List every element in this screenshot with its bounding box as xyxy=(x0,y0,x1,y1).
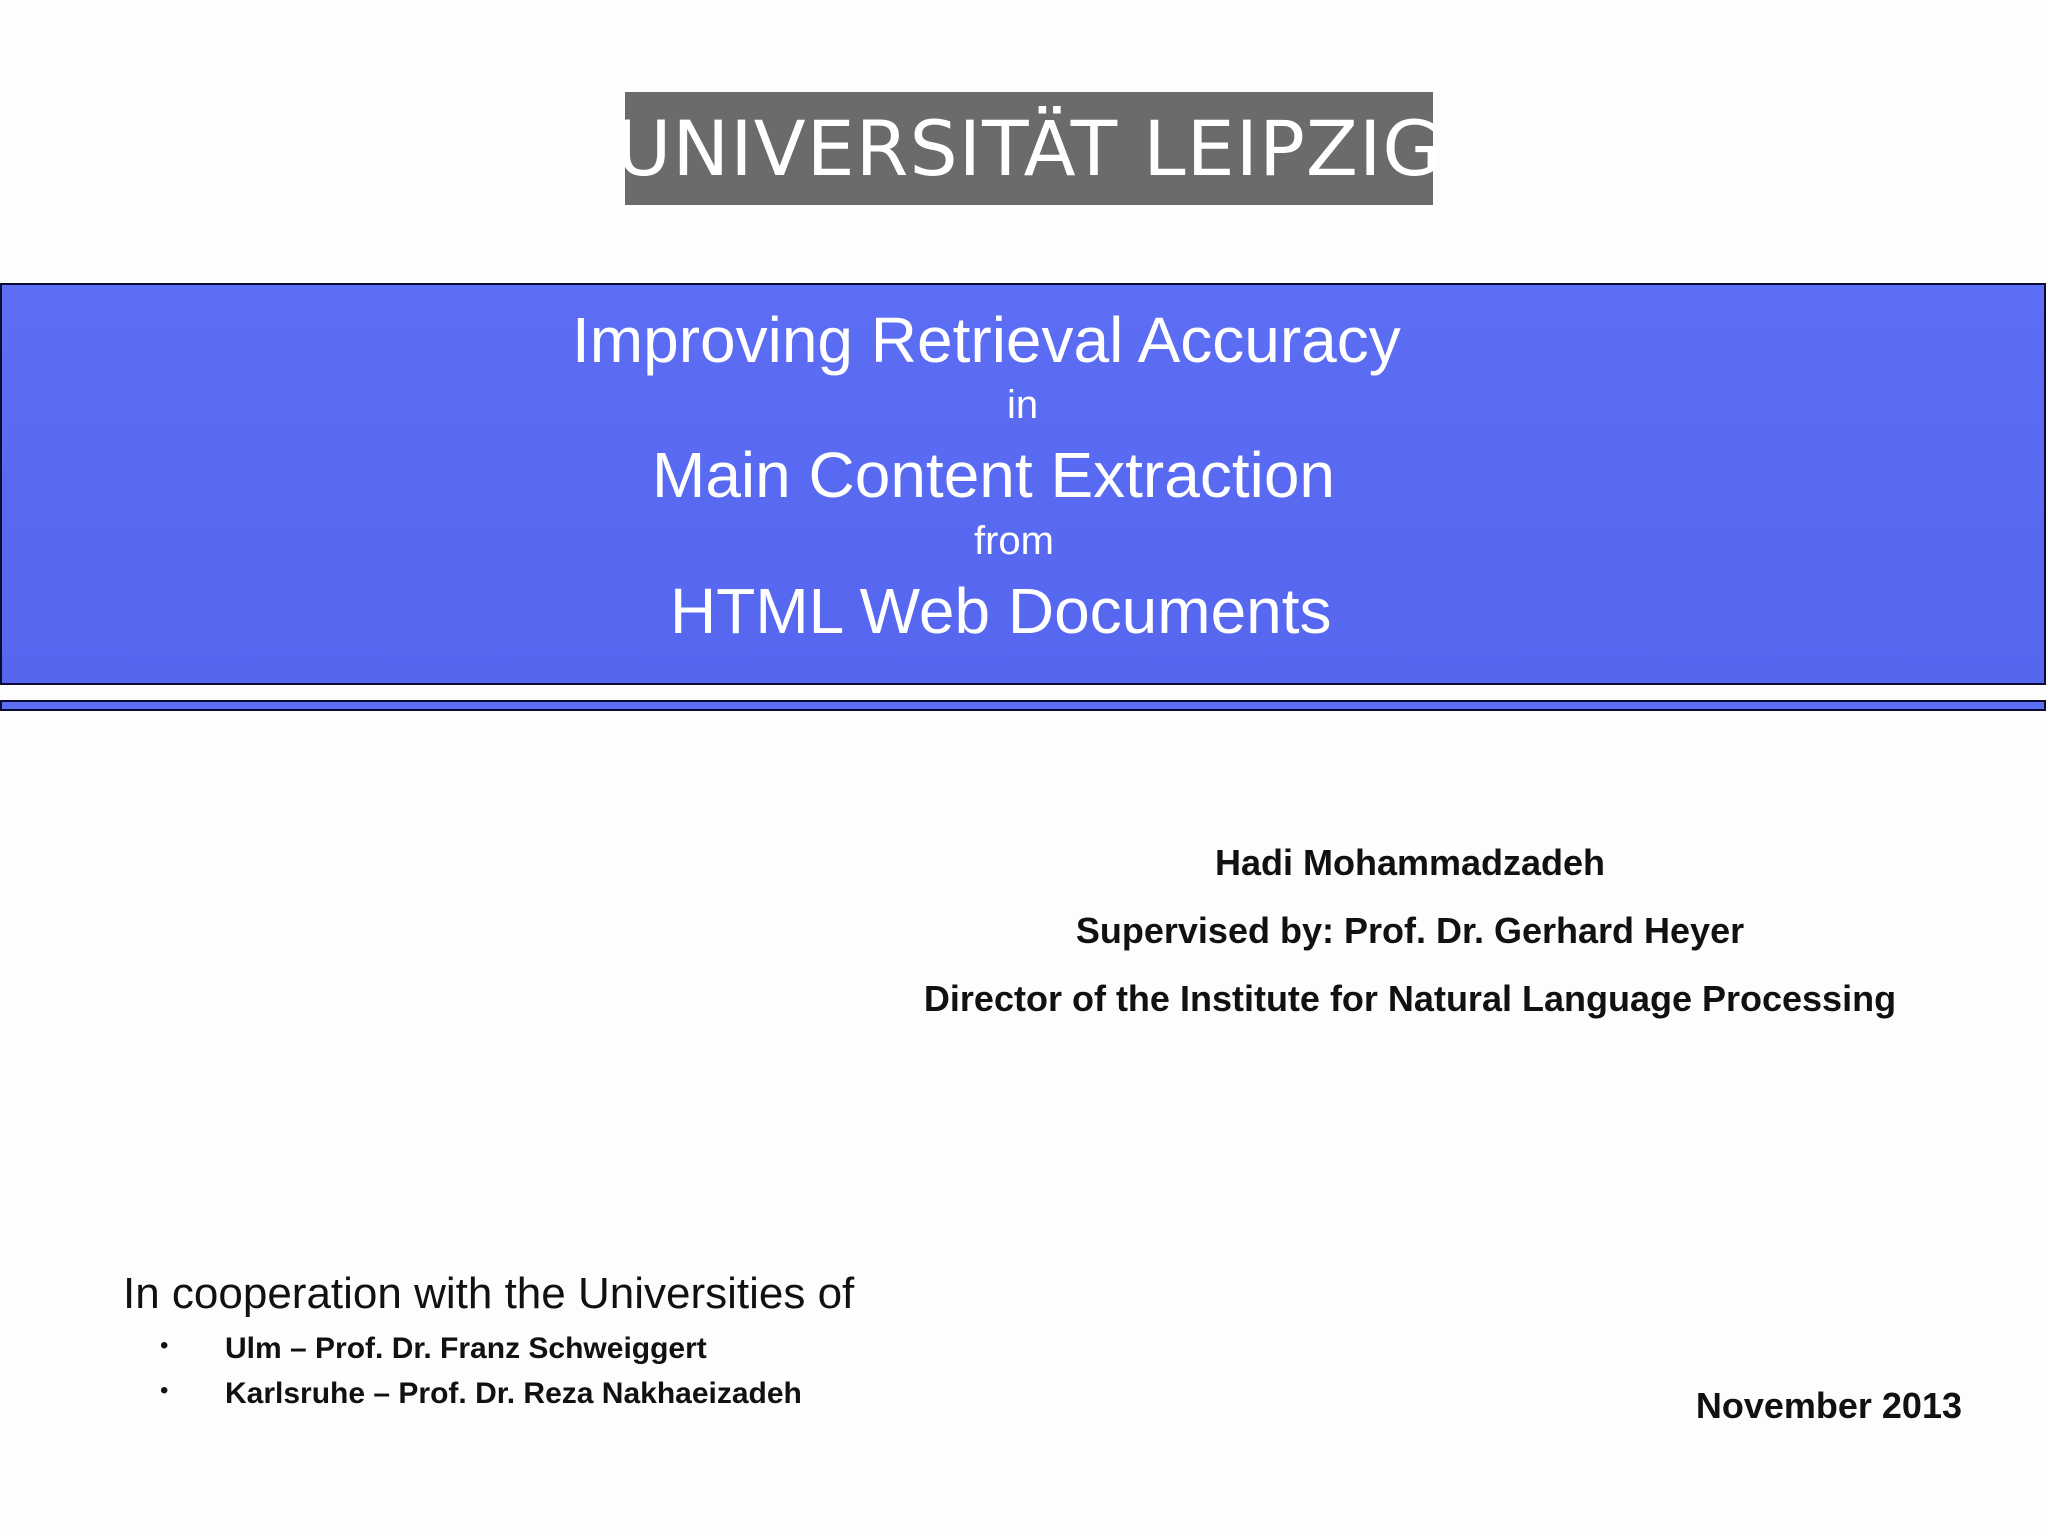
author-name: Hadi Mohammadzadeh xyxy=(1214,842,1606,883)
supervisor-line: Supervised by: Prof. Dr. Gerhard Heyer xyxy=(1075,910,1745,951)
cooperation-item-text: Karlsruhe – Prof. Dr. Reza Nakhaeizadeh xyxy=(225,1377,802,1410)
title-banner xyxy=(0,283,2046,685)
presentation-date: November 2013 xyxy=(1695,1385,1962,1426)
title-line-2: in xyxy=(1007,383,1039,427)
title-line-1: Improving Retrieval Accuracy xyxy=(572,304,1401,376)
title-line-5: HTML Web Documents xyxy=(670,575,1332,647)
university-logo xyxy=(615,92,1443,205)
bullet-icon: • xyxy=(160,1377,169,1404)
logo-text: UNIVERSITÄT LEIPZIG xyxy=(615,103,1443,193)
bullet-icon: • xyxy=(160,1332,169,1359)
director-line: Director of the Institute for Natural Language Processing xyxy=(923,978,1897,1019)
cooperation-heading: In cooperation with the Universities of xyxy=(123,1269,855,1318)
title-line-4: from xyxy=(974,519,1054,563)
cooperation-item-text: Ulm – Prof. Dr. Franz Schweiggert xyxy=(225,1332,707,1365)
title-line-3: Main Content Extraction xyxy=(652,439,1335,511)
divider-rule xyxy=(0,700,2046,711)
